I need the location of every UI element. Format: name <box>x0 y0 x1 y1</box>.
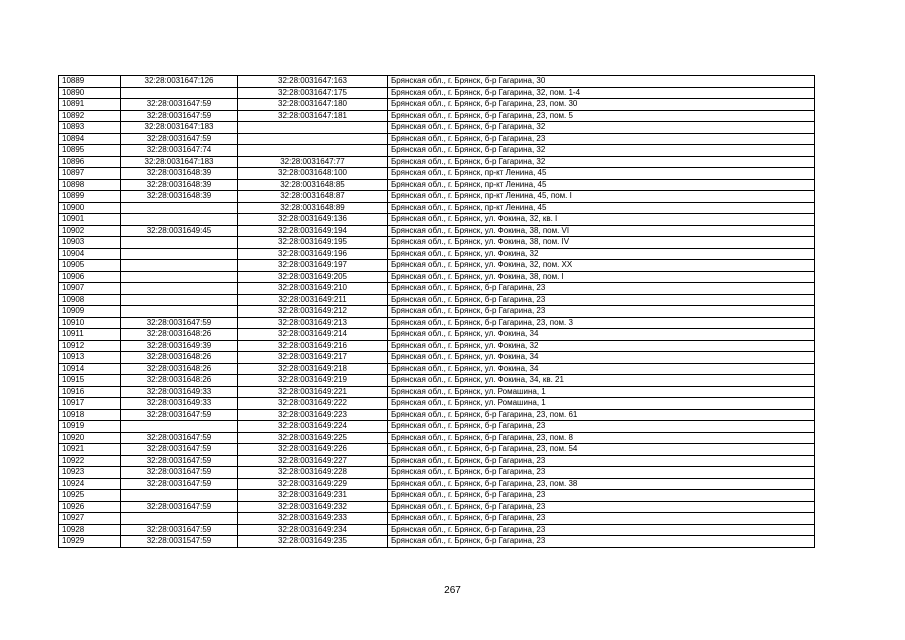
row-number-cell: 10890 <box>59 87 121 99</box>
address-cell: Брянская обл., г. Брянск, б-р Гагарина, 32 <box>388 122 815 134</box>
cadastral-table <box>58 75 815 548</box>
cadastral-number-cell <box>238 122 388 134</box>
table-row <box>59 306 815 318</box>
row-number-cell: 10928 <box>59 524 121 536</box>
row-number-cell: 10902 <box>59 225 121 237</box>
cadastral-number-cell: 32:28:0031647:181 <box>238 110 388 122</box>
source-cadastral-number-cell <box>121 202 238 214</box>
table-row <box>59 386 815 398</box>
table-row <box>59 248 815 260</box>
source-cadastral-number-cell: 32:28:0031648:26 <box>121 352 238 364</box>
address-cell: Брянская обл., г. Брянск, пр-кт Ленина, 45 <box>388 179 815 191</box>
row-number-cell: 10918 <box>59 409 121 421</box>
address-cell: Брянская обл., г. Брянск, пр-кт Ленина, 45 <box>388 202 815 214</box>
row-number-cell: 10916 <box>59 386 121 398</box>
address-cell: Брянская обл., г. Брянск, б-р Гагарина, 30 <box>388 76 815 88</box>
table-row <box>59 536 815 548</box>
address-cell: Брянская обл., г. Брянск, б-р Гагарина, 23 <box>388 283 815 295</box>
address-cell: Брянская обл., г. Брянск, ул. Фокина, 32 <box>388 248 815 260</box>
table-row <box>59 329 815 341</box>
table-row <box>59 237 815 249</box>
cadastral-number-cell: 32:28:0031647:180 <box>238 99 388 111</box>
address-cell: Брянская обл., г. Брянск, б-р Гагарина, 23 <box>388 294 815 306</box>
row-number-cell: 10901 <box>59 214 121 226</box>
address-cell: Брянская обл., г. Брянск, б-р Гагарина, 23, пом. 5 <box>388 110 815 122</box>
source-cadastral-number-cell: 32:28:0031648:39 <box>121 191 238 203</box>
cadastral-number-cell: 32:28:0031649:213 <box>238 317 388 329</box>
table-row <box>59 271 815 283</box>
address-cell: Брянская обл., г. Брянск, б-р Гагарина, 23 <box>388 133 815 145</box>
address-cell: Брянская обл., г. Брянск, б-р Гагарина, 23 <box>388 513 815 525</box>
address-cell: Брянская обл., г. Брянск, б-р Гагарина, 23 <box>388 306 815 318</box>
cadastral-number-cell: 32:28:0031649:233 <box>238 513 388 525</box>
cadastral-number-cell: 32:28:0031649:231 <box>238 490 388 502</box>
cadastral-number-cell: 32:28:0031649:228 <box>238 467 388 479</box>
cadastral-number-cell: 32:28:0031649:222 <box>238 398 388 410</box>
row-number-cell: 10895 <box>59 145 121 157</box>
cadastral-number-cell: 32:28:0031649:223 <box>238 409 388 421</box>
address-cell: Брянская обл., г. Брянск, б-р Гагарина, 23 <box>388 536 815 548</box>
row-number-cell: 10905 <box>59 260 121 272</box>
cadastral-number-cell <box>238 133 388 145</box>
address-cell: Брянская обл., г. Брянск, пр-кт Ленина, 45, пом. I <box>388 191 815 203</box>
row-number-cell: 10920 <box>59 432 121 444</box>
page-number: 267 <box>444 585 461 596</box>
row-number-cell: 10924 <box>59 478 121 490</box>
table-body <box>59 76 815 548</box>
address-cell: Брянская обл., г. Брянск, б-р Гагарина, 23 <box>388 467 815 479</box>
source-cadastral-number-cell: 32:28:0031648:26 <box>121 329 238 341</box>
cadastral-number-cell: 32:28:0031649:195 <box>238 237 388 249</box>
address-cell: Брянская обл., г. Брянск, ул. Фокина, 38, пом. IV <box>388 237 815 249</box>
address-cell: Брянская обл., г. Брянск, ул. Фокина, 34 <box>388 329 815 341</box>
cadastral-number-cell: 32:28:0031648:89 <box>238 202 388 214</box>
source-cadastral-number-cell: 32:28:0031647:59 <box>121 133 238 145</box>
row-number-cell: 10913 <box>59 352 121 364</box>
cadastral-number-cell: 32:28:0031649:219 <box>238 375 388 387</box>
cadastral-number-cell: 32:28:0031649:205 <box>238 271 388 283</box>
address-cell: Брянская обл., г. Брянск, б-р Гагарина, 23 <box>388 421 815 433</box>
source-cadastral-number-cell: 32:28:0031647:59 <box>121 524 238 536</box>
cadastral-number-cell: 32:28:0031647:163 <box>238 76 388 88</box>
cadastral-number-cell: 32:28:0031649:218 <box>238 363 388 375</box>
cadastral-number-cell: 32:28:0031648:100 <box>238 168 388 180</box>
table-row <box>59 478 815 490</box>
source-cadastral-number-cell: 32:28:0031647:59 <box>121 478 238 490</box>
table-row <box>59 168 815 180</box>
table-row <box>59 375 815 387</box>
cadastral-number-cell: 32:28:0031649:224 <box>238 421 388 433</box>
cadastral-number-cell: 32:28:0031649:216 <box>238 340 388 352</box>
cadastral-number-cell: 32:28:0031649:196 <box>238 248 388 260</box>
source-cadastral-number-cell: 32:28:0031647:59 <box>121 501 238 513</box>
address-cell: Брянская обл., г. Брянск, ул. Ромашина, 1 <box>388 386 815 398</box>
row-number-cell: 10908 <box>59 294 121 306</box>
table-row <box>59 214 815 226</box>
address-cell: Брянская обл., г. Брянск, б-р Гагарина, 32, пом. 1-4 <box>388 87 815 99</box>
row-number-cell: 10903 <box>59 237 121 249</box>
row-number-cell: 10911 <box>59 329 121 341</box>
address-cell: Брянская обл., г. Брянск, б-р Гагарина, 23, пом. 54 <box>388 444 815 456</box>
source-cadastral-number-cell: 32:28:0031647:59 <box>121 409 238 421</box>
source-cadastral-number-cell: 32:28:0031647:59 <box>121 432 238 444</box>
row-number-cell: 10899 <box>59 191 121 203</box>
row-number-cell: 10925 <box>59 490 121 502</box>
table-row <box>59 444 815 456</box>
source-cadastral-number-cell <box>121 513 238 525</box>
row-number-cell: 10926 <box>59 501 121 513</box>
address-cell: Брянская обл., г. Брянск, ул. Фокина, 32 <box>388 340 815 352</box>
row-number-cell: 10919 <box>59 421 121 433</box>
source-cadastral-number-cell: 32:28:0031648:39 <box>121 168 238 180</box>
row-number-cell: 10897 <box>59 168 121 180</box>
row-number-cell: 10922 <box>59 455 121 467</box>
address-cell: Брянская обл., г. Брянск, б-р Гагарина, 23, пом. 3 <box>388 317 815 329</box>
row-number-cell: 10921 <box>59 444 121 456</box>
address-cell: Брянская обл., г. Брянск, б-р Гагарина, 23 <box>388 455 815 467</box>
source-cadastral-number-cell: 32:28:0031647:183 <box>121 122 238 134</box>
table-row <box>59 202 815 214</box>
source-cadastral-number-cell <box>121 294 238 306</box>
address-cell: Брянская обл., г. Брянск, ул. Фокина, 38, пом. VI <box>388 225 815 237</box>
address-cell: Брянская обл., г. Брянск, пр-кт Ленина, 45 <box>388 168 815 180</box>
row-number-cell: 10896 <box>59 156 121 168</box>
address-cell: Брянская обл., г. Брянск, ул. Фокина, 34, кв. 21 <box>388 375 815 387</box>
source-cadastral-number-cell: 32:28:0031647:126 <box>121 76 238 88</box>
row-number-cell: 10892 <box>59 110 121 122</box>
table-row <box>59 524 815 536</box>
row-number-cell: 10910 <box>59 317 121 329</box>
table-row <box>59 490 815 502</box>
source-cadastral-number-cell <box>121 87 238 99</box>
table-row <box>59 179 815 191</box>
address-cell: Брянская обл., г. Брянск, ул. Фокина, 38, пом. I <box>388 271 815 283</box>
source-cadastral-number-cell: 32:28:0031647:59 <box>121 317 238 329</box>
address-cell: Брянская обл., г. Брянск, б-р Гагарина, 23, пом. 8 <box>388 432 815 444</box>
cadastral-number-cell: 32:28:0031649:235 <box>238 536 388 548</box>
row-number-cell: 10907 <box>59 283 121 295</box>
source-cadastral-number-cell <box>121 490 238 502</box>
row-number-cell: 10915 <box>59 375 121 387</box>
table-row <box>59 87 815 99</box>
source-cadastral-number-cell: 32:28:0031648:26 <box>121 363 238 375</box>
source-cadastral-number-cell <box>121 248 238 260</box>
table-row <box>59 513 815 525</box>
cadastral-number-cell: 32:28:0031647:175 <box>238 87 388 99</box>
row-number-cell: 10889 <box>59 76 121 88</box>
cadastral-number-cell: 32:28:0031649:234 <box>238 524 388 536</box>
row-number-cell: 10906 <box>59 271 121 283</box>
table-row <box>59 294 815 306</box>
table-row <box>59 225 815 237</box>
source-cadastral-number-cell: 32:28:0031648:39 <box>121 179 238 191</box>
row-number-cell: 10912 <box>59 340 121 352</box>
row-number-cell: 10893 <box>59 122 121 134</box>
address-cell: Брянская обл., г. Брянск, ул. Фокина, 32, кв. I <box>388 214 815 226</box>
table-row <box>59 432 815 444</box>
cadastral-number-cell: 32:28:0031649:194 <box>238 225 388 237</box>
table-row <box>59 145 815 157</box>
cadastral-number-cell: 32:28:0031649:211 <box>238 294 388 306</box>
row-number-cell: 10923 <box>59 467 121 479</box>
table-row <box>59 455 815 467</box>
table-row <box>59 398 815 410</box>
table-row <box>59 363 815 375</box>
address-cell: Брянская обл., г. Брянск, ул. Ромашина, 1 <box>388 398 815 410</box>
cadastral-number-cell: 32:28:0031649:229 <box>238 478 388 490</box>
table-row <box>59 467 815 479</box>
source-cadastral-number-cell: 32:28:0031647:59 <box>121 444 238 456</box>
source-cadastral-number-cell <box>121 306 238 318</box>
cadastral-number-cell: 32:28:0031649:226 <box>238 444 388 456</box>
cadastral-number-cell: 32:28:0031649:227 <box>238 455 388 467</box>
cadastral-number-cell: 32:28:0031648:85 <box>238 179 388 191</box>
row-number-cell: 10917 <box>59 398 121 410</box>
table-row <box>59 421 815 433</box>
address-cell: Брянская обл., г. Брянск, б-р Гагарина, 23 <box>388 524 815 536</box>
address-cell: Брянская обл., г. Брянск, б-р Гагарина, 23 <box>388 501 815 513</box>
address-cell: Брянская обл., г. Брянск, б-р Гагарина, 23 <box>388 490 815 502</box>
table-row <box>59 340 815 352</box>
table-row <box>59 317 815 329</box>
source-cadastral-number-cell <box>121 237 238 249</box>
table-row <box>59 352 815 364</box>
cadastral-number-cell: 32:28:0031649:197 <box>238 260 388 272</box>
address-cell: Брянская обл., г. Брянск, б-р Гагарина, 23, пом. 38 <box>388 478 815 490</box>
source-cadastral-number-cell: 32:28:0031547:59 <box>121 536 238 548</box>
source-cadastral-number-cell: 32:28:0031649:39 <box>121 340 238 352</box>
address-cell: Брянская обл., г. Брянск, ул. Фокина, 34 <box>388 352 815 364</box>
table-row <box>59 99 815 111</box>
source-cadastral-number-cell <box>121 283 238 295</box>
source-cadastral-number-cell <box>121 214 238 226</box>
address-cell: Брянская обл., г. Брянск, б-р Гагарина, 23, пом. 30 <box>388 99 815 111</box>
row-number-cell: 10909 <box>59 306 121 318</box>
row-number-cell: 10900 <box>59 202 121 214</box>
source-cadastral-number-cell: 32:28:0031647:59 <box>121 99 238 111</box>
source-cadastral-number-cell: 32:28:0031647:59 <box>121 467 238 479</box>
source-cadastral-number-cell: 32:28:0031647:183 <box>121 156 238 168</box>
source-cadastral-number-cell: 32:28:0031648:26 <box>121 375 238 387</box>
source-cadastral-number-cell: 32:28:0031649:33 <box>121 386 238 398</box>
row-number-cell: 10894 <box>59 133 121 145</box>
cadastral-number-cell: 32:28:0031649:212 <box>238 306 388 318</box>
table-row <box>59 260 815 272</box>
cadastral-number-cell: 32:28:0031649:232 <box>238 501 388 513</box>
row-number-cell: 10929 <box>59 536 121 548</box>
source-cadastral-number-cell: 32:28:0031649:33 <box>121 398 238 410</box>
table-row <box>59 76 815 88</box>
cadastral-number-cell: 32:28:0031649:225 <box>238 432 388 444</box>
address-cell: Брянская обл., г. Брянск, б-р Гагарина, 32 <box>388 156 815 168</box>
source-cadastral-number-cell <box>121 260 238 272</box>
table-row <box>59 191 815 203</box>
cadastral-number-cell: 32:28:0031649:221 <box>238 386 388 398</box>
cadastral-number-cell: 32:28:0031649:217 <box>238 352 388 364</box>
source-cadastral-number-cell: 32:28:0031647:59 <box>121 110 238 122</box>
table-row <box>59 501 815 513</box>
source-cadastral-number-cell: 32:28:0031647:59 <box>121 455 238 467</box>
address-cell: Брянская обл., г. Брянск, б-р Гагарина, 23, пом. 61 <box>388 409 815 421</box>
table-row <box>59 122 815 134</box>
source-cadastral-number-cell <box>121 421 238 433</box>
cadastral-number-cell: 32:28:0031648:87 <box>238 191 388 203</box>
table-row <box>59 110 815 122</box>
cadastral-number-cell: 32:28:0031649:136 <box>238 214 388 226</box>
source-cadastral-number-cell: 32:28:0031647:74 <box>121 145 238 157</box>
row-number-cell: 10898 <box>59 179 121 191</box>
address-cell: Брянская обл., г. Брянск, ул. Фокина, 32, пом. XX <box>388 260 815 272</box>
source-cadastral-number-cell <box>121 271 238 283</box>
table-row <box>59 283 815 295</box>
cadastral-number-cell: 32:28:0031649:210 <box>238 283 388 295</box>
table-row <box>59 133 815 145</box>
address-cell: Брянская обл., г. Брянск, ул. Фокина, 34 <box>388 363 815 375</box>
row-number-cell: 10891 <box>59 99 121 111</box>
address-cell: Брянская обл., г. Брянск, б-р Гагарина, 32 <box>388 145 815 157</box>
row-number-cell: 10914 <box>59 363 121 375</box>
cadastral-number-cell: 32:28:0031647:77 <box>238 156 388 168</box>
source-cadastral-number-cell: 32:28:0031649:45 <box>121 225 238 237</box>
row-number-cell: 10904 <box>59 248 121 260</box>
table-row <box>59 156 815 168</box>
cadastral-number-cell: 32:28:0031649:214 <box>238 329 388 341</box>
cadastral-number-cell <box>238 145 388 157</box>
row-number-cell: 10927 <box>59 513 121 525</box>
table-row <box>59 409 815 421</box>
